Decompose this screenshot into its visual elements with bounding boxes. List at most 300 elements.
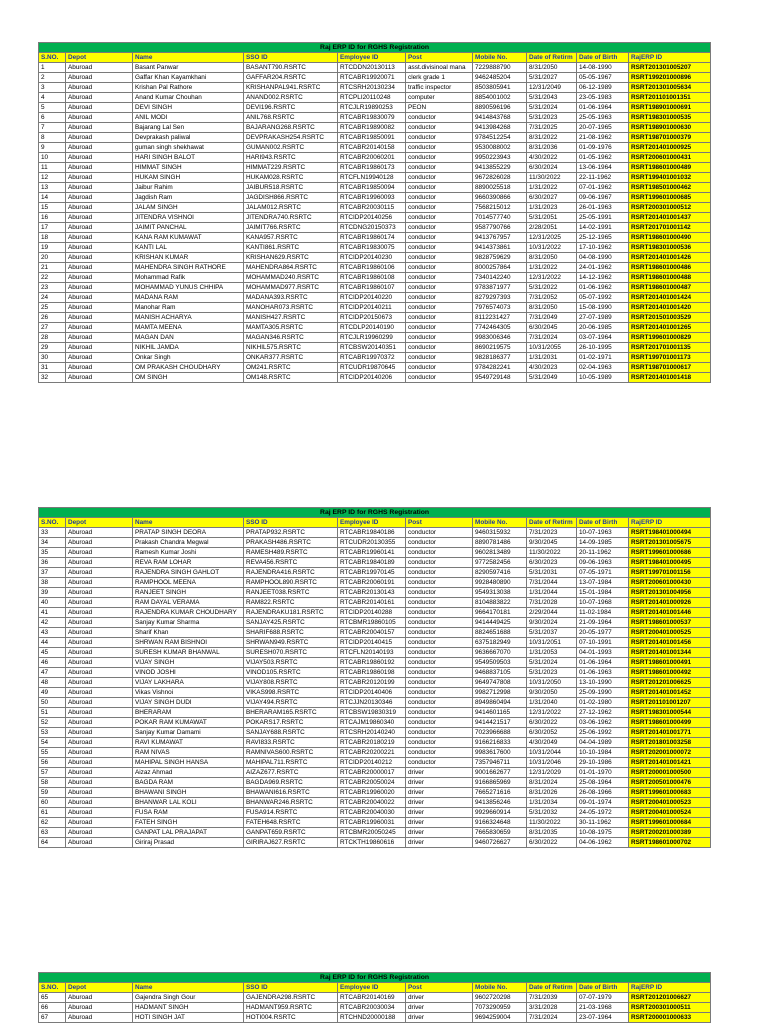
table-row xyxy=(39,243,711,253)
table-row xyxy=(39,163,711,173)
table-row xyxy=(39,213,711,223)
cell-sso-id: BHAWANI616.RSRTC xyxy=(244,788,338,798)
cell-mobile: 9414449425 xyxy=(473,618,527,628)
cell-mobile: 9828186377 xyxy=(473,353,527,363)
cell-rajerp-id: RSRT201301004956 xyxy=(629,588,711,598)
cell-post: conductor xyxy=(406,698,473,708)
table-row xyxy=(39,93,711,103)
cell-post: driver xyxy=(406,798,473,808)
cell-name: JALAM SINGH xyxy=(133,203,244,213)
cell-post: driver xyxy=(406,808,473,818)
cell-employee-id: RTCABR19840186 xyxy=(338,528,406,538)
table-row xyxy=(39,203,711,213)
cell-rajerp-id: RSRT198601000537 xyxy=(629,618,711,628)
cell-mobile: 9587790766 xyxy=(473,223,527,233)
cell-employee-id: RTCIDP20140220 xyxy=(338,293,406,303)
cell-name: Sanjay Kumar Damami xyxy=(133,728,244,738)
cell-depot: Aburoad xyxy=(66,313,133,323)
cell-retirement-date: 4/30/2023 xyxy=(527,363,577,373)
cell-name: HADMANT SINGH xyxy=(133,1003,244,1013)
cell-post: conductor xyxy=(406,538,473,548)
cell-mobile: 9929660914 xyxy=(473,808,527,818)
cell-sso-id: HOTI004.RSRTC xyxy=(244,1013,338,1023)
cell-mobile: 9784512254 xyxy=(473,133,527,143)
cell-sno: 22 xyxy=(39,273,66,283)
cell-retirement-date: 5/31/2022 xyxy=(527,283,577,293)
cell-post: conductor xyxy=(406,688,473,698)
cell-name: Bajarang Lal Sen xyxy=(133,123,244,133)
cell-sno: 8 xyxy=(39,133,66,143)
cell-sso-id: GAJENDRA298.RSRTC xyxy=(244,993,338,1003)
cell-birth-date: 01-09-1976 xyxy=(577,143,629,153)
cell-retirement-date: 10/31/2022 xyxy=(527,243,577,253)
cell-depot: Aburoad xyxy=(66,93,133,103)
cell-retirement-date: 9/30/2045 xyxy=(527,538,577,548)
cell-sso-id: JAIBUR518.RSRTC xyxy=(244,183,338,193)
cell-sso-id: MAHIPAL711.RSRTC xyxy=(244,758,338,768)
table-row xyxy=(39,678,711,688)
cell-mobile: 9828759629 xyxy=(473,253,527,263)
header-post: Post xyxy=(406,983,473,993)
cell-employee-id: RTCIDP20140406 xyxy=(338,688,406,698)
cell-sno: 65 xyxy=(39,993,66,1003)
erp-table-2 xyxy=(38,507,711,848)
cell-sno: 9 xyxy=(39,143,66,153)
cell-name: FATEH SINGH xyxy=(133,818,244,828)
cell-employee-id: RTCABR19860174 xyxy=(338,233,406,243)
cell-sso-id: RAMPHOOL890.RSRTC xyxy=(244,578,338,588)
cell-employee-id: RTCABR20000017 xyxy=(338,768,406,778)
cell-sso-id: VIJAY494.RSRTC xyxy=(244,698,338,708)
cell-mobile: 6375182949 xyxy=(473,638,527,648)
cell-retirement-date: 8/31/2022 xyxy=(527,133,577,143)
table-row xyxy=(39,578,711,588)
cell-depot: Aburoad xyxy=(66,73,133,83)
cell-rajerp-id: RSRT201301005634 xyxy=(629,83,711,93)
table-row xyxy=(39,568,711,578)
cell-rajerp-id: RSRT198601000490 xyxy=(629,233,711,243)
cell-name: Devprakash paliwal xyxy=(133,133,244,143)
cell-retirement-date: 7/31/2024 xyxy=(527,1013,577,1023)
cell-name: BAGDA RAM xyxy=(133,778,244,788)
cell-birth-date: 07-10-1991 xyxy=(577,638,629,648)
cell-retirement-date: 8/31/2050 xyxy=(527,63,577,73)
cell-depot: Aburoad xyxy=(66,548,133,558)
cell-post: conductor xyxy=(406,748,473,758)
cell-depot: Aburoad xyxy=(66,828,133,838)
cell-post: conductor xyxy=(406,153,473,163)
cell-mobile: 9001662677 xyxy=(473,768,527,778)
cell-retirement-date: 12/31/2025 xyxy=(527,233,577,243)
cell-depot: Aburoad xyxy=(66,283,133,293)
cell-sso-id: NIKHIL575.RSRTC xyxy=(244,343,338,353)
cell-post: conductor xyxy=(406,123,473,133)
cell-depot: Aburoad xyxy=(66,153,133,163)
table-row xyxy=(39,798,711,808)
cell-name: MAGAN DAN xyxy=(133,333,244,343)
cell-post: conductor xyxy=(406,363,473,373)
cell-depot: Aburoad xyxy=(66,363,133,373)
cell-sno: 62 xyxy=(39,818,66,828)
cell-retirement-date: 6/30/2022 xyxy=(527,838,577,848)
cell-mobile: 7665830659 xyxy=(473,828,527,838)
cell-rajerp-id: RSRT198901000630 xyxy=(629,123,711,133)
cell-retirement-date: 2/29/2044 xyxy=(527,608,577,618)
cell-sno: 14 xyxy=(39,193,66,203)
cell-birth-date: 25-12-1965 xyxy=(577,233,629,243)
cell-sno: 16 xyxy=(39,213,66,223)
cell-birth-date: 09-06-1963 xyxy=(577,558,629,568)
cell-mobile: 9413855229 xyxy=(473,163,527,173)
cell-sso-id: VIKAS998.RSRTC xyxy=(244,688,338,698)
table-header-row xyxy=(39,53,711,63)
cell-retirement-date: 12/31/2049 xyxy=(527,83,577,93)
cell-sso-id: BASANT790.RSRTC xyxy=(244,63,338,73)
cell-sno: 17 xyxy=(39,223,66,233)
cell-retirement-date: 1/31/2044 xyxy=(527,588,577,598)
cell-sso-id: GIRIRAJ627.RSRTC xyxy=(244,838,338,848)
cell-sno: 51 xyxy=(39,708,66,718)
table-row xyxy=(39,618,711,628)
cell-sno: 5 xyxy=(39,103,66,113)
cell-post: traffic inspector xyxy=(406,83,473,93)
table-row xyxy=(39,263,711,273)
cell-birth-date: 01-06-1964 xyxy=(577,658,629,668)
cell-birth-date: 21-08-1962 xyxy=(577,133,629,143)
cell-post: conductor xyxy=(406,183,473,193)
cell-sso-id: ONKAR377.RSRTC xyxy=(244,353,338,363)
cell-retirement-date: 10/31/2044 xyxy=(527,748,577,758)
cell-sno: 33 xyxy=(39,528,66,538)
cell-post: conductor xyxy=(406,678,473,688)
cell-depot: Aburoad xyxy=(66,373,133,383)
cell-name: Anand Kumar Chouhan xyxy=(133,93,244,103)
cell-post: conductor xyxy=(406,213,473,223)
cell-mobile: 8503805941 xyxy=(473,83,527,93)
cell-mobile: 7665271616 xyxy=(473,788,527,798)
cell-depot: Aburoad xyxy=(66,708,133,718)
cell-sso-id: GAFFAR204.RSRTC xyxy=(244,73,338,83)
cell-sno: 48 xyxy=(39,678,66,688)
cell-sso-id: MANISH427.RSRTC xyxy=(244,313,338,323)
cell-sso-id: RAVI833.RSRTC xyxy=(244,738,338,748)
table-row xyxy=(39,123,711,133)
table-row xyxy=(39,828,711,838)
cell-rajerp-id: RSRT201401001771 xyxy=(629,728,711,738)
header-rajerp-id: RajERP ID xyxy=(629,518,711,528)
header-name: Name xyxy=(133,518,244,528)
cell-depot: Aburoad xyxy=(66,528,133,538)
cell-birth-date: 14-02-1991 xyxy=(577,223,629,233)
cell-depot: Aburoad xyxy=(66,658,133,668)
cell-post: conductor xyxy=(406,223,473,233)
cell-mobile: 9460315932 xyxy=(473,528,527,538)
cell-mobile: 8290597416 xyxy=(473,568,527,578)
cell-sno: 40 xyxy=(39,598,66,608)
cell-mobile: 8104883822 xyxy=(473,598,527,608)
cell-rajerp-id: RSRT198401000495 xyxy=(629,558,711,568)
cell-post: conductor xyxy=(406,598,473,608)
cell-rajerp-id: RSRT198601000486 xyxy=(629,263,711,273)
cell-depot: Aburoad xyxy=(66,588,133,598)
cell-post: driver xyxy=(406,838,473,848)
cell-depot: Aburoad xyxy=(66,173,133,183)
cell-sso-id: JAGDISH866.RSRTC xyxy=(244,193,338,203)
cell-sno: 56 xyxy=(39,758,66,768)
cell-post: PEON xyxy=(406,103,473,113)
cell-sso-id: HUKAM028.RSRTC xyxy=(244,173,338,183)
table-row xyxy=(39,323,711,333)
cell-retirement-date: 5/31/2024 xyxy=(527,658,577,668)
cell-sno: 58 xyxy=(39,778,66,788)
cell-post: conductor xyxy=(406,283,473,293)
table-title: Raj ERP ID for RGHS Registration xyxy=(39,508,711,518)
cell-rajerp-id: RSRT199601000686 xyxy=(629,548,711,558)
cell-name: POKAR RAM KUMAWAT xyxy=(133,718,244,728)
erp-table-1 xyxy=(38,42,711,383)
cell-name: RAJENDRA SINGH GAHLOT xyxy=(133,568,244,578)
cell-post: driver xyxy=(406,768,473,778)
cell-name: Basant Panwar xyxy=(133,63,244,73)
table-row xyxy=(39,253,711,263)
cell-post: conductor xyxy=(406,728,473,738)
cell-sno: 50 xyxy=(39,698,66,708)
cell-mobile: 9166324648 xyxy=(473,818,527,828)
cell-employee-id: RTCJLR19890253 xyxy=(338,103,406,113)
cell-employee-id: RTCABR19860198 xyxy=(338,668,406,678)
cell-rajerp-id: RSRT199701001173 xyxy=(629,353,711,363)
cell-birth-date: 20-06-1985 xyxy=(577,323,629,333)
cell-retirement-date: 8/31/2024 xyxy=(527,778,577,788)
cell-employee-id: RTCUDR19870645 xyxy=(338,363,406,373)
table-row xyxy=(39,838,711,848)
table-row xyxy=(39,143,711,153)
cell-mobile: 9664170181 xyxy=(473,608,527,618)
cell-mobile: 9414601165 xyxy=(473,708,527,718)
cell-sno: 19 xyxy=(39,243,66,253)
table-row xyxy=(39,688,711,698)
cell-employee-id: RTCABR19960020 xyxy=(338,788,406,798)
cell-mobile: 8112231427 xyxy=(473,313,527,323)
cell-sno: 27 xyxy=(39,323,66,333)
cell-depot: Aburoad xyxy=(66,648,133,658)
header-birth-date: Date of Birth xyxy=(577,983,629,993)
cell-depot: Aburoad xyxy=(66,253,133,263)
cell-rajerp-id: RSRT200401000523 xyxy=(629,798,711,808)
cell-retirement-date: 6/30/2052 xyxy=(527,728,577,738)
cell-birth-date: 25-09-1990 xyxy=(577,688,629,698)
cell-name: MOHAMMAD YUNUS CHHIPA xyxy=(133,283,244,293)
cell-employee-id: RTCABR19860106 xyxy=(338,263,406,273)
table-row xyxy=(39,528,711,538)
cell-post: conductor xyxy=(406,708,473,718)
cell-sso-id: GANPAT659.RSRTC xyxy=(244,828,338,838)
cell-birth-date: 24-05-1972 xyxy=(577,808,629,818)
cell-mobile: 9928480890 xyxy=(473,578,527,588)
cell-mobile: 7023966688 xyxy=(473,728,527,738)
cell-employee-id: RTCABR20030115 xyxy=(338,203,406,213)
cell-birth-date: 05-05-1967 xyxy=(577,73,629,83)
cell-sso-id: VINOD105.RSRTC xyxy=(244,668,338,678)
table-row xyxy=(39,748,711,758)
cell-employee-id: RTCABR19860192 xyxy=(338,658,406,668)
header-retirement-date: Date of Retirm xyxy=(527,518,577,528)
cell-sno: 35 xyxy=(39,548,66,558)
cell-mobile: 9468837105 xyxy=(473,668,527,678)
cell-employee-id: RTCABR19860107 xyxy=(338,283,406,293)
header-name: Name xyxy=(133,53,244,63)
cell-name: VIJAY SINGH DUDI xyxy=(133,698,244,708)
cell-employee-id: RTCDDN20130113 xyxy=(338,63,406,73)
cell-sno: 23 xyxy=(39,283,66,293)
cell-name: JITENDRA VISHNOI xyxy=(133,213,244,223)
header-sno: S.NO. xyxy=(39,53,66,63)
table-row xyxy=(39,548,711,558)
table-row xyxy=(39,373,711,383)
cell-birth-date: 11-02-1984 xyxy=(577,608,629,618)
cell-post: conductor xyxy=(406,373,473,383)
header-birth-date: Date of Birth xyxy=(577,518,629,528)
cell-sno: 2 xyxy=(39,73,66,83)
table-title-row xyxy=(39,43,711,53)
cell-retirement-date: 5/31/2027 xyxy=(527,73,577,83)
cell-mobile: 9530088002 xyxy=(473,143,527,153)
cell-birth-date: 10-07-1968 xyxy=(577,598,629,608)
cell-employee-id: RTCAJM19860340 xyxy=(338,718,406,728)
cell-employee-id: RTCUDR20130355 xyxy=(338,538,406,548)
cell-retirement-date: 10/31/2055 xyxy=(527,343,577,353)
cell-employee-id: RTCABR19970372 xyxy=(338,353,406,363)
cell-name: Manohar Ram xyxy=(133,303,244,313)
cell-retirement-date: 6/30/2024 xyxy=(527,163,577,173)
cell-depot: Aburoad xyxy=(66,1003,133,1013)
cell-depot: Aburoad xyxy=(66,193,133,203)
table-row xyxy=(39,808,711,818)
cell-retirement-date: 1/31/2053 xyxy=(527,648,577,658)
header-depot: Depot xyxy=(66,53,133,63)
cell-sso-id: POKARS17.RSRTC xyxy=(244,718,338,728)
cell-retirement-date: 10/31/2050 xyxy=(527,678,577,688)
cell-depot: Aburoad xyxy=(66,993,133,1003)
cell-birth-date: 04-04-1989 xyxy=(577,738,629,748)
cell-depot: Aburoad xyxy=(66,1013,133,1023)
cell-rajerp-id: RSRT198601000492 xyxy=(629,668,711,678)
cell-employee-id: RTCKTH19860616 xyxy=(338,838,406,848)
cell-name: MAHENDRA SINGH RATHORE xyxy=(133,263,244,273)
cell-sso-id: VIJAY503.RSRTC xyxy=(244,658,338,668)
cell-rajerp-id: RSRT201401000925 xyxy=(629,143,711,153)
cell-retirement-date: 1/31/2040 xyxy=(527,698,577,708)
cell-sso-id: BAGDA969.RSRTC xyxy=(244,778,338,788)
table-row xyxy=(39,708,711,718)
cell-mobile: 9660390866 xyxy=(473,193,527,203)
cell-sno: 66 xyxy=(39,1003,66,1013)
cell-depot: Aburoad xyxy=(66,628,133,638)
cell-depot: Aburoad xyxy=(66,213,133,223)
table-row xyxy=(39,133,711,143)
table-title-row xyxy=(39,508,711,518)
table-row xyxy=(39,343,711,353)
cell-rajerp-id: RSRT201401001344 xyxy=(629,648,711,658)
table-row xyxy=(39,223,711,233)
cell-rajerp-id: RSRT201401001446 xyxy=(629,608,711,618)
cell-sno: 6 xyxy=(39,113,66,123)
cell-retirement-date: 9/30/2024 xyxy=(527,618,577,628)
cell-birth-date: 01-06-1964 xyxy=(577,103,629,113)
cell-name: PRATAP SINGH DEORA xyxy=(133,528,244,538)
cell-sso-id: MAHENDRA864.RSRTC xyxy=(244,263,338,273)
cell-birth-date: 02-04-1963 xyxy=(577,363,629,373)
cell-sso-id: OM241.RSRTC xyxy=(244,363,338,373)
cell-depot: Aburoad xyxy=(66,718,133,728)
cell-rajerp-id: RSRT201501003529 xyxy=(629,313,711,323)
cell-employee-id: RTCABR20140161 xyxy=(338,598,406,608)
cell-employee-id: RTCBSW20140351 xyxy=(338,343,406,353)
cell-sso-id: PRAKASH486.RSRTC xyxy=(244,538,338,548)
cell-retirement-date: 7/31/2049 xyxy=(527,313,577,323)
cell-birth-date: 25-06-1992 xyxy=(577,728,629,738)
cell-rajerp-id: RSRT201401001421 xyxy=(629,758,711,768)
cell-mobile: 9950223943 xyxy=(473,153,527,163)
header-name: Name xyxy=(133,983,244,993)
cell-mobile: 9672826028 xyxy=(473,173,527,183)
cell-rajerp-id: RSRT201401001420 xyxy=(629,303,711,313)
table-row xyxy=(39,993,711,1003)
cell-name: Gajendra Singh Gour xyxy=(133,993,244,1003)
cell-birth-date: 14-08-1990 xyxy=(577,63,629,73)
cell-sso-id: MOHAMMAD240.RSRTC xyxy=(244,273,338,283)
cell-sso-id: KANTI861.RSRTC xyxy=(244,243,338,253)
cell-retirement-date: 7/31/2052 xyxy=(527,293,577,303)
cell-post: conductor xyxy=(406,638,473,648)
table-row xyxy=(39,153,711,163)
cell-mobile: 9649747808 xyxy=(473,678,527,688)
cell-birth-date: 25-05-1963 xyxy=(577,113,629,123)
cell-sso-id: REVA456.RSRTC xyxy=(244,558,338,568)
cell-rajerp-id: RSRT201401001265 xyxy=(629,323,711,333)
cell-employee-id: RTCIDP20140206 xyxy=(338,373,406,383)
table-header-row xyxy=(39,518,711,528)
cell-employee-id: RTCDNG20150373 xyxy=(338,223,406,233)
cell-name: SHRWAN RAM BISHNOI xyxy=(133,638,244,648)
cell-retirement-date: 5/31/2024 xyxy=(527,103,577,113)
cell-employee-id: RTCABR19840189 xyxy=(338,558,406,568)
cell-sno: 57 xyxy=(39,768,66,778)
cell-sso-id: MADANA393.RSRTC xyxy=(244,293,338,303)
cell-employee-id: RTCSRH20130234 xyxy=(338,83,406,93)
cell-sso-id: BAJARANG268.RSRTC xyxy=(244,123,338,133)
cell-rajerp-id: RSRT200001000500 xyxy=(629,768,711,778)
cell-rajerp-id: RSRT198701000617 xyxy=(629,363,711,373)
cell-sno: 46 xyxy=(39,658,66,668)
cell-post: conductor xyxy=(406,528,473,538)
cell-sno: 13 xyxy=(39,183,66,193)
cell-sno: 60 xyxy=(39,798,66,808)
cell-employee-id: RTCJLR19960299 xyxy=(338,333,406,343)
header-mobile: Mobile No. xyxy=(473,53,527,63)
cell-rajerp-id: RSRT199601000829 xyxy=(629,333,711,343)
table-row xyxy=(39,558,711,568)
cell-birth-date: 24-01-1962 xyxy=(577,263,629,273)
cell-sno: 10 xyxy=(39,153,66,163)
cell-post: conductor xyxy=(406,658,473,668)
cell-birth-date: 21-09-1964 xyxy=(577,618,629,628)
table-row xyxy=(39,718,711,728)
cell-post: conductor xyxy=(406,628,473,638)
table-row xyxy=(39,628,711,638)
cell-birth-date: 23-05-1983 xyxy=(577,93,629,103)
cell-mobile: 8949860494 xyxy=(473,698,527,708)
